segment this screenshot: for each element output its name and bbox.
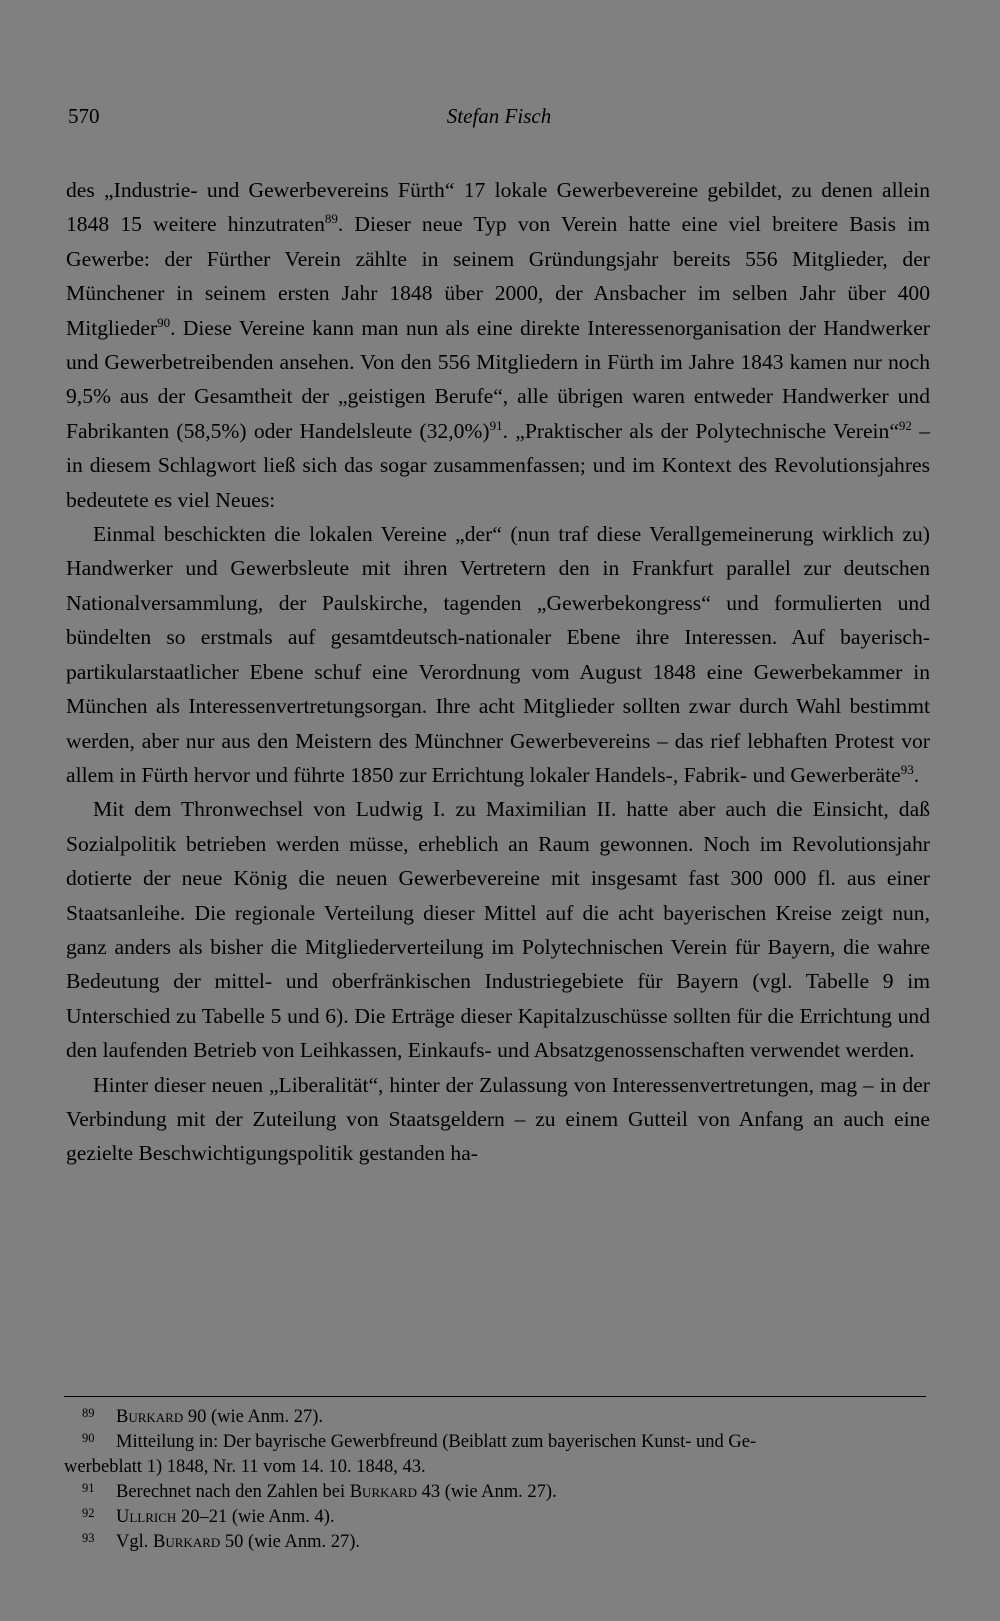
page-header	[68, 104, 930, 140]
paragraph-text: . Diese Vereine kann man nun als eine direkte Interessenorganisation der Handwerker und Gewerbetreibenden ansehen. Von den 556 Mitgliedern in Fürth im Jahre 1843 kamen nur noch 9,5% aus der Gesamtheit der „geistigen Berufe“, alle übrigen waren entweder Handwerker und Fabrikanten (58,5%) oder Handelsleute (32,0%)	[66, 315, 930, 443]
footnote-text: 20–21 (wie Anm. 4).	[176, 1507, 335, 1527]
main-text	[66, 173, 930, 1171]
footnote	[64, 1530, 930, 1555]
footnote-ref: 92	[898, 417, 912, 433]
paragraph	[66, 173, 930, 517]
paragraph-text: . „Praktischer als der Polytechnische Verein“	[502, 418, 899, 443]
footnote-text: 43 (wie Anm. 27).	[416, 1482, 557, 1502]
page-number: 570	[68, 104, 100, 128]
footnote	[64, 1480, 930, 1505]
footnote-text: 50 (wie Anm. 27).	[220, 1532, 360, 1552]
paragraph-text: des „Industrie- und Gewerbevereins Fürth“ 17 lokale Gewerbevereine gebildet, zu denen allein 1848 15 weitere hinzutraten	[66, 178, 930, 237]
paragraph	[66, 1068, 930, 1171]
footnote-ref: 91	[489, 417, 503, 433]
author-name: Burkard	[349, 1482, 417, 1502]
footnote-text: Mitteilung in: Der bayrische Gewerbfreund (Beiblatt zum bayerischen Kunst- und Ge-	[116, 1432, 757, 1452]
footnote-divider	[64, 1396, 926, 1397]
paragraph-text: Mit dem Thronwechsel von Ludwig I. zu Maximilian II. hatte aber auch die Einsicht, daß Sozialpolitik betrieben werden müsse, erheblich an Raum gewonnen. Noch im Revolutionsjahr dotierte der neue König die neuen Gewerbevereine mit insgesamt fast 300 000 fl. aus einer Staatsanleihe. Die regionale Verteilung dieser Mittel auf die acht bayerischen Kreise zeigt nun, ganz anders als bisher die Mitgliederverteilung im Polytechnischen Verein für Bayern, die wahre Bedeutung der mittel- und oberfränkischen Industriegebiete für Bayern (vgl. Tabelle 9 im Unterschied zu Tabelle 5 und 6). Die Erträge dieser Kapitalzuschüsse sollten für die Errichtung und den laufenden Betrieb von Leihkassen, Einkaufs- und Absatzgenossenschaften verwendet werden.	[66, 797, 930, 1063]
paragraph-text: Hinter dieser neuen „Liberalität“, hinter der Zulassung von Interessenvertretungen, mag – in der Verbindung mit der Zuteilung von Staatsgeldern – zu einem Gutteil von Anfang an auch eine gezielte Beschwichtigungspolitik gestanden ha-	[66, 1072, 930, 1166]
footnote-number: 92	[82, 1506, 95, 1520]
footnotes	[64, 1405, 930, 1555]
author-name: Ullrich	[116, 1507, 177, 1527]
paragraph-text: . Dieser neue Typ von Verein hatte eine viel breitere Basis im Gewerbe: der Fürther Verein zählte in seinem Gründungsjahr bereits 556 Mitglieder, der Münchener in seinem ersten Jahr 1848 über 2000, der Ansbacher im selben Jahr über 400 Mitglieder	[66, 212, 930, 340]
author-name: Burkard	[153, 1532, 221, 1552]
footnote-number: 90	[82, 1431, 95, 1445]
running-head: Stefan Fisch	[446, 104, 552, 128]
footnote-number: 91	[82, 1481, 95, 1495]
paragraph-text: Einmal beschickten die lokalen Vereine „der“ (nun traf diese Verallgemeinerung wirklich zu) Handwerker und Gewerbsleute mit ihren Vertretern den in Frankfurt parallel zur deutschen Nationalversammlung, der Paulskirche, tagenden „Gewerbekongress“ und formulierten und bündelten so erstmals auf gesamtdeutsch-nationaler Ebene ihre Interessen. Auf bayerisch-partikularstaatlicher Ebene schuf eine Verordnung vom August 1848 eine Gewerbekammer in München als Interessenvertretungsorgan. Ihre acht Mitglieder sollten zwar durch Wahl bestimmt werden, aber nur aus den Meistern des Münchner Gewerbevereins – das rief lebhaften Protest vor allem in Fürth hervor und führte 1850 zur Errichtung lokaler Handels-, Fabrik- und Gewerberäte	[66, 522, 930, 787]
footnote-continuation: werbeblatt 1) 1848, Nr. 11 vom 14. 10. 1848, 43.	[64, 1457, 426, 1477]
footnote-text: Berechnet nach den Zahlen bei	[116, 1482, 350, 1502]
paragraph	[66, 792, 930, 1067]
footnote-number: 93	[82, 1531, 95, 1545]
footnote-ref: 90	[157, 314, 171, 330]
footnote-number: 89	[82, 1406, 95, 1420]
author-name: Burkard	[116, 1407, 184, 1427]
footnote-text: Vgl.	[116, 1532, 153, 1552]
paragraph-text: .	[913, 762, 920, 787]
footnote-ref: 89	[324, 211, 338, 227]
footnote	[64, 1405, 930, 1430]
footnote	[64, 1430, 930, 1480]
footnote	[64, 1505, 930, 1530]
paragraph-text: – in diesem Schlagwort ließ sich das sogar zusammenfassen; und im Kontext des Revolutionsjahres bedeutete es viel Neues:	[66, 418, 930, 512]
footnote-ref: 93	[900, 761, 914, 777]
footnote-text: 90 (wie Anm. 27).	[183, 1407, 323, 1427]
paragraph	[66, 517, 930, 792]
